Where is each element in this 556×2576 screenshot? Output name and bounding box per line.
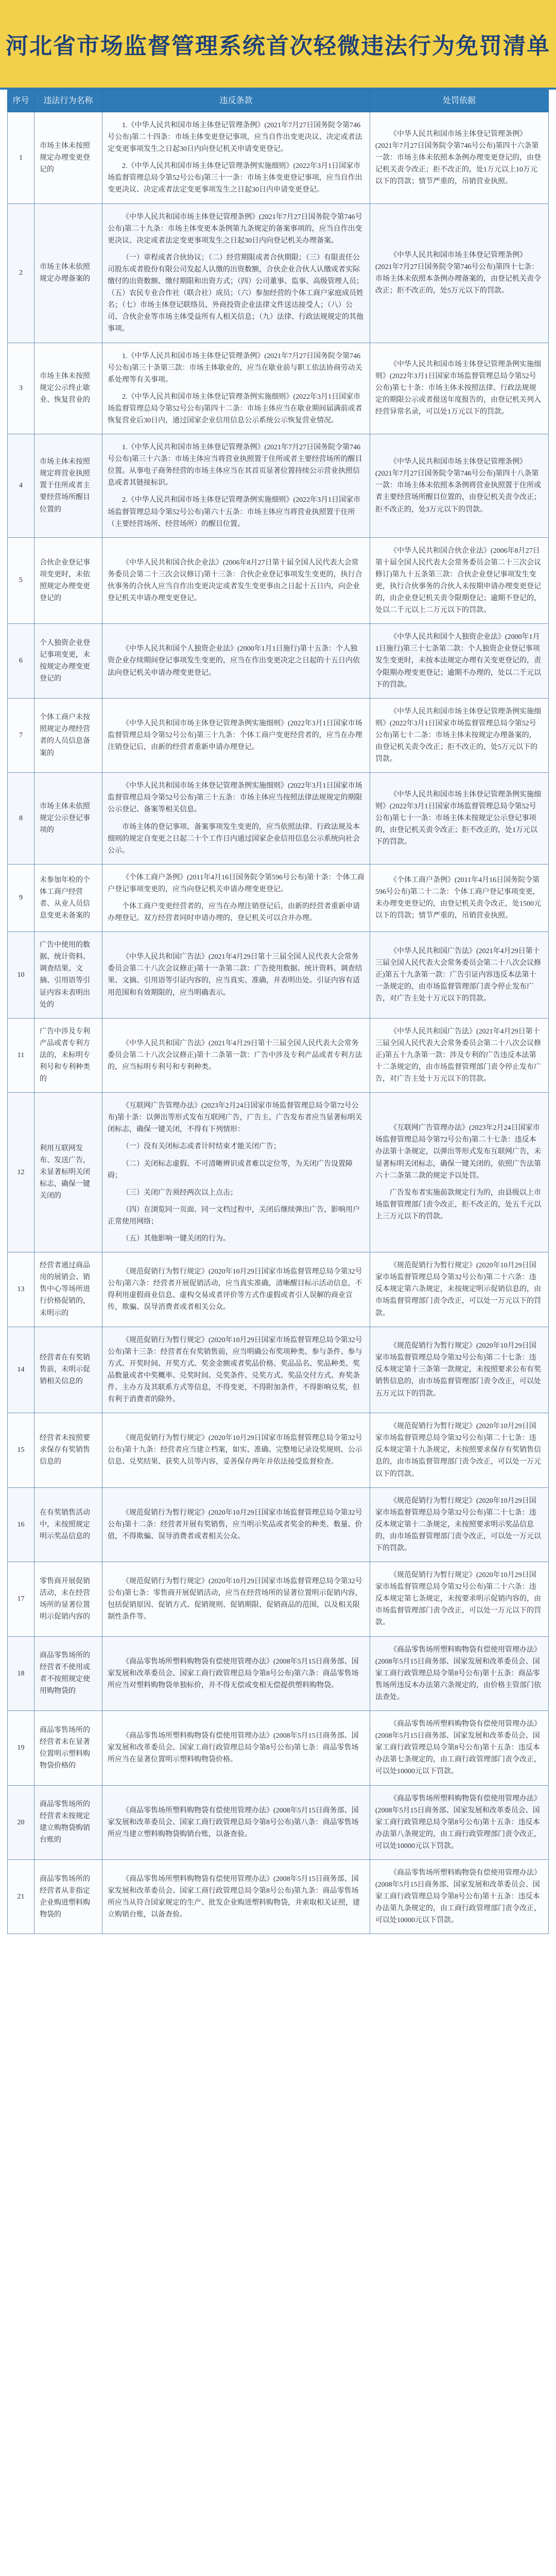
violated-clause-cell — [102, 1562, 370, 1636]
table-row — [8, 1859, 549, 1934]
violated-clause-cell — [102, 112, 370, 204]
violated-clause-paragraph: 《中华人民共和国广告法》(2021年4月29日第十三届全国人民代表大会常务委员会第二十八次会议修正)第十一条第二款：广告使用数据、统计资料、调查结果、文摘、引用语等引证内容的，应当真实、准确，并表明出处。引证内容有适用范围和有效期限的，应当明确表示。 — [108, 953, 362, 997]
violated-clause-paragraph: 《中华人民共和国个人独资企业法》(2000年1月1日施行)第十五条：个人独资企业存续期间登记事项发生变更的，应当在作出变更决定之日起的十五日内依法向登记机关申请办理变更登记。 — [108, 645, 360, 677]
penalty-basis-cell — [370, 1093, 549, 1252]
penalty-basis-paragraph: 《规范促销行为暂行规定》(2020年10月29日国家市场监督管理总局令第32号公布)第二十七条：违反本规定第十三条第一款规定，未按照要求公布有奖销售信息的，由市场监督管理部门责令改正，可以处五万元以下的罚款。 — [375, 1342, 541, 1398]
header-violation-name: 违法行为名称 — [34, 90, 102, 112]
violated-clause-cell — [102, 1785, 370, 1859]
row-number: 12 — [8, 1093, 34, 1252]
row-number: 2 — [8, 204, 34, 343]
violated-clause-paragraph: 《商品零售场所塑料购物袋有偿使用管理办法》(2008年5月15日商务部、国家发展和改革委员会、国家工商行政管理总局令第8号公布)第六条：商品零售场所应当对塑料购物袋单独标价，并不得无偿或变相无偿提供塑料购物袋。 — [108, 1657, 359, 1689]
row-number: 6 — [8, 624, 34, 698]
violated-clause-cell — [102, 1327, 370, 1413]
violation-name: 未参加年检的个体工商户经营者、从业人员信息变更未备案的 — [34, 864, 102, 931]
table-body — [8, 112, 549, 1934]
violation-name: 个体工商户未按照规定办理经营者的人员信息备案的 — [34, 698, 102, 772]
row-number: 19 — [8, 1711, 34, 1785]
violated-clause-cell — [102, 1413, 370, 1487]
row-number: 18 — [8, 1636, 34, 1710]
violated-clause-cell — [102, 537, 370, 624]
row-number: 9 — [8, 864, 34, 931]
penalty-basis-paragraph: 《中华人民共和国市场主体登记管理条例》(2021年7月27日国务院令第746号公布)第四十六条第一款：市场主体未依照本条例办理变更登记的，由登记机关责令改正；拒不改正的，处1万元以上10万元以下的罚款；情节严重的，吊销营业执照。 — [375, 130, 541, 185]
violated-clause-paragraph: （三）关闭广告须经两次以上点击； — [122, 1189, 237, 1197]
penalty-basis-paragraph: 《规范促销行为暂行规定》(2020年10月29日国家市场监督管理总局令第32号公布)第二十六条：违反本规定第七条规定，未按要求明示促销内容的，由市场监督管理部门责令改正，可以处一万元以下的罚款。 — [375, 1571, 541, 1627]
violated-clause-paragraph: 《规范促销行为暂行规定》(2020年10月29日国家市场监督管理总局令第32号公布)第十三条：经营者在有奖销售前，应当明确公布奖项种类、参与条件、参与方式、开奖时间、开奖方式、奖金金额或者奖品价格、奖品品名、奖品种类、奖品数量或者中奖概率、兑奖时间、兑奖条件、兑奖方式、奖品交付方式、弃奖条件、主办方及其联系方式等信息，不得变更，不得附加条件，不得影响兑奖，但有利于消费者的除外。 — [108, 1336, 362, 1404]
violated-clause-paragraph: （二）关闭标志虚假、不可清晰辨识或者难以定位等，为关闭广告设置障碍； — [108, 1160, 353, 1180]
violated-clause-paragraph: 1.《中华人民共和国市场主体登记管理条例》(2021年7月27日国务院令第746号公布)第三十条第三款：市场主体歇业的，应当在歇业前与职工依法协商劳动关系处理等有关事项。 — [108, 352, 362, 384]
table-row — [8, 1562, 549, 1636]
row-number: 8 — [8, 773, 34, 865]
violated-clause-paragraph: （五）其他影响一键关闭的行为。 — [122, 1235, 230, 1243]
penalty-basis-cell — [370, 1785, 549, 1859]
violation-name: 市场主体未依照规定办理备案的 — [34, 204, 102, 343]
page-title: 河北省市场监督管理系统首次轻微违法行为免罚清单 — [6, 33, 550, 59]
violated-clause-paragraph: 《商品零售场所塑料购物袋有偿使用管理办法》(2008年5月15日商务部、国家发展和改革委员会、国家工商行政管理总局令第8号公布)第九条：商品零售场所应当从符合国家规定的生产、批发企业购进塑料购物袋，并索取相关证照，建立购销台账，以备查验。 — [108, 1875, 360, 1919]
violation-name: 经营者未按照要求保存有奖销售信息的 — [34, 1413, 102, 1487]
penalty-basis-cell — [370, 1859, 549, 1934]
violated-clause-paragraph: （一）没有关闭标志或者计时结束才能关闭广告； — [122, 1143, 281, 1151]
penalty-basis-cell — [370, 1018, 549, 1092]
penalty-basis-paragraph: 《商品零售场所塑料购物袋有偿使用管理办法》(2008年5月15日商务部、国家发展和改革委员会、国家工商行政管理总局令第8号公布)第十五条：违反本办法第七条规定的，由工商行政管理部门责令改正，可以处10000元以下罚款。 — [375, 1720, 541, 1776]
violated-clause-paragraph: 《规范促销行为暂行规定》(2020年10月29日国家市场监督管理总局令第32号公布)第七条：零售商开展促销活动，应当在经营场所的显著位置明示促销内容，包括促销原因、促销方式、促销规则、促销期限、促销商品的范围，以及相关限制性条件等。 — [108, 1577, 362, 1621]
penalty-basis-cell — [370, 864, 549, 931]
violated-clause-cell — [102, 1711, 370, 1785]
violated-clause-paragraph: 1.《中华人民共和国市场主体登记管理条例》(2021年7月27日国务院令第746号公布)第三十六条：市场主体应当将营业执照置于住所或者主要经营场所的醒目位置。从事电子商务经营的市场主体应当在其首页显著位置持续公示营业执照信息或者其链接标识。 — [108, 444, 362, 487]
violated-clause-paragraph: 《中华人民共和国广告法》(2021年4月29日第十三届全国人民代表大会常务委员会第二十八次会议修正)第十二条第一款：广告中涉及专利产品或者专利方法的，应当标明专利号和专利种类。 — [108, 1039, 362, 1071]
violated-clause-cell — [102, 1252, 370, 1327]
violation-name: 市场主体未按照规定将营业执照置于住所或者主要经营场所醒目位置的 — [34, 434, 102, 538]
violated-clause-paragraph: 《规范促销行为暂行规定》(2020年10月29日国家市场监督管理总局令第32号公布)第十九条：经营者应当建立档案，如实、准确、完整地记录设奖规则、公示信息、兑奖结果、获奖人员等内容，妥善保存两年并依法接受监督检查。 — [108, 1434, 362, 1466]
violation-name: 在有奖销售活动中，未按照规定明示奖品信息的 — [34, 1487, 102, 1562]
violated-clause-paragraph: 《中华人民共和国市场主体登记管理条例实施细则》(2022年3月1日国家市场监督管理总局令第52号公布)第三十九条：个体工商户变更经营者的，应当在办理注销登记后，由新的经营者重新申请办理登记。 — [108, 719, 362, 752]
row-number: 10 — [8, 932, 34, 1019]
penalty-basis-paragraph: 《商品零售场所塑料购物袋有偿使用管理办法》(2008年5月15日商务部、国家发展和改革委员会、国家工商行政管理总局令第8号公布)第十五条：违反本办法第八条规定的，由工商行政管理部门责令改正，可以处10000元以下罚款。 — [375, 1794, 541, 1850]
violation-name: 商品零售场所的经营者从非指定企业购进塑料购物袋的 — [34, 1859, 102, 1934]
penalty-basis-cell — [370, 1711, 549, 1785]
row-number: 16 — [8, 1487, 34, 1562]
violated-clause-cell — [102, 434, 370, 538]
header-violated-clause: 违反条款 — [102, 90, 370, 112]
table-row — [8, 773, 549, 865]
table-row — [8, 1711, 549, 1785]
violation-name: 商品零售场所的经营者不使用或者不按照规定使用购物袋的 — [34, 1636, 102, 1710]
penalty-basis-paragraph: 《中华人民共和国市场主体登记管理条例实施细则》(2022年3月1日国家市场监督管理总局令第52号公布)第七十二条：市场主体未按规定办理备案的，由登记机关责令改正；拒不改正的，处5万元以下的罚款。 — [375, 707, 541, 764]
table-row — [8, 1785, 549, 1859]
violated-clause-cell — [102, 1093, 370, 1252]
row-number: 1 — [8, 112, 34, 204]
row-number: 3 — [8, 343, 34, 434]
violation-name: 市场主体未按照规定办理变更登记的 — [34, 112, 102, 204]
violated-clause-paragraph: 2.《中华人民共和国市场主体登记管理条例实施细则》(2022年3月1日国家市场监督管理总局令第52号公布)第六十五条：市场主体应当将营业执照置于住所（主要经营场所、经营场所）的醒目位置。 — [108, 496, 361, 528]
table-row — [8, 112, 549, 204]
penalty-basis-cell — [370, 537, 549, 624]
violation-name: 商品零售场所的经营者未按规定建立购物袋购销台账的 — [34, 1785, 102, 1859]
violated-clause-paragraph: 《中华人民共和国市场主体登记管理条例》(2021年7月27日国务院令第746号公布)第二十九条：市场主体变更本条例第九条规定的备案事项的，应当自作出变更决议、决定或者法定变更事项发生之日起30日内向登记机关办理备案。 — [108, 213, 362, 245]
row-number: 14 — [8, 1327, 34, 1413]
table-row — [8, 1487, 549, 1562]
penalty-basis-paragraph: 《商品零售场所塑料购物袋有偿使用管理办法》(2008年5月15日商务部、国家发展和改革委员会、国家工商行政管理总局令第8号公布)第十五条：商品零售场所违反本办法第六条规定的，由价格主管部门依法查处。 — [375, 1646, 541, 1701]
penalty-basis-cell — [370, 1636, 549, 1710]
penalty-basis-paragraph: 《中华人民共和国市场主体登记管理条例》(2021年7月27日国务院令第746号公布)第四十八条第一款：市场主体未依照本条例将营业执照置于住所或者主要经营场所醒目位置的，由登记机关责令改正；拒不改正的，处3万元以下的罚款。 — [375, 458, 541, 514]
violated-clause-paragraph: 《商品零售场所塑料购物袋有偿使用管理办法》(2008年5月15日商务部、国家发展和改革委员会、国家工商行政管理总局令第8号公布)第八条：商品零售场所应当建立塑料购物袋购销台账，以备查验。 — [108, 1806, 359, 1838]
table-row — [8, 1093, 549, 1252]
penalty-basis-cell — [370, 698, 549, 772]
table-row — [8, 1252, 549, 1327]
penalty-basis-cell — [370, 434, 549, 538]
penalty-basis-paragraph: 《中华人民共和国广告法》(2021年4月29日第十三届全国人民代表大会常务委员会第二十八次会议修正)第五十九条第一款：广告引证内容违反本法第十一条规定的，由市场监督管理部门责令停止发布广告，对广告主处十万元以下的罚款。 — [375, 947, 541, 1003]
violated-clause-cell — [102, 1018, 370, 1092]
violation-name: 经营者通过商品房的展销会、销售中心等场所进行价格促销的，未明示的 — [34, 1252, 102, 1327]
table-row — [8, 537, 549, 624]
penalty-basis-cell — [370, 1327, 549, 1413]
penalty-basis-cell — [370, 932, 549, 1019]
violated-clause-paragraph: 《商品零售场所塑料购物袋有偿使用管理办法》(2008年5月15日商务部、国家发展和改革委员会、国家工商行政管理总局令第8号公布)第七条：商品零售场所应当在显著位置明示塑料购物袋价格。 — [108, 1732, 359, 1764]
violated-clause-paragraph: 《互联网广告管理办法》(2023年2月24日国家市场监督管理总局令第72号公布)第十条：以弹出等形式发布互联网广告，广告主、广告发布者应当显著标明关闭标志，确保一键关闭，不得有下列情形： — [108, 1102, 362, 1134]
row-number: 21 — [8, 1859, 34, 1934]
title-banner — [0, 0, 556, 90]
penalty-basis-cell — [370, 773, 549, 865]
row-number: 11 — [8, 1018, 34, 1092]
table-row — [8, 434, 549, 538]
table-row — [8, 204, 549, 343]
penalty-basis-paragraph: 《中华人民共和国合伙企业法》(2006年8月27日第十届全国人民代表大会常务委员会第二十三次会议修订)第九十五条第三款：合伙企业登记事项发生变更，执行合伙事务的合伙人未按期申请办理变更登记的，由企业登记机关责令限期登记；逾期不登记的，处以二千元以上二万元以下的罚款。 — [375, 547, 541, 615]
row-number: 13 — [8, 1252, 34, 1327]
penalty-basis-paragraph: 《中华人民共和国市场主体登记管理条例实施细则》(2022年3月1日国家市场监督管理总局令第52号公布)第七十一条：市场主体未按规定公示登记事项的，由登记机关责令改正；拒不改正的，处1万元以下的罚款。 — [375, 790, 541, 846]
penalty-basis-cell — [370, 112, 549, 204]
table-row — [8, 864, 549, 931]
violated-clause-cell — [102, 1636, 370, 1710]
violation-name: 市场主体未按照规定公示终止歇业、恢复营业的 — [34, 343, 102, 434]
table-row — [8, 1636, 549, 1710]
penalty-basis-cell — [370, 1562, 549, 1636]
penalty-basis-cell — [370, 1413, 549, 1487]
table-row — [8, 624, 549, 698]
row-number: 4 — [8, 434, 34, 538]
violated-clause-paragraph: 2.《中华人民共和国市场主体登记管理条例实施细则》(2022年3月1日国家市场监督管理总局令第52号公布)第四十二条：市场主体应当在歇业期间届满前或者恢复营业后30日内，通过国家企业信用信息公示系统公示恢复营业情况。 — [108, 393, 362, 425]
row-number: 15 — [8, 1413, 34, 1487]
violated-clause-paragraph: 《规范促销行为暂行规定》(2020年10月29日国家市场监督管理总局令第32号公布)第十二条：经营者开展有奖销售，应当明示奖品或者奖金的种类、数量、价值，不得欺骗、误导消费者或者相关公众。 — [108, 1509, 362, 1540]
violated-clause-cell — [102, 864, 370, 931]
violation-name: 市场主体未依照规定公示登记事项的 — [34, 773, 102, 865]
penalty-basis-paragraph: 《商品零售场所塑料购物袋有偿使用管理办法》(2008年5月15日商务部、国家发展和改革委员会、国家工商行政管理总局令第8号公布)第十五条：违反本办法第九条规定的，由工商行政管理部门责令改正，可以处10000元以下罚款。 — [375, 1869, 541, 1925]
table-row — [8, 343, 549, 434]
violated-clause-paragraph: 1.《中华人民共和国市场主体登记管理条例》(2021年7月27日国务院令第746号公布)第二十四条：市场主体变更登记事项，应当自作出变更决议、决定或者法定变更事项发生之日起30日内向登记机关申请变更登记。 — [108, 122, 362, 154]
violation-name: 经营者在有奖销售前，未明示促销相关信息的 — [34, 1327, 102, 1413]
violation-name: 零售商开展促销活动，未在经营场所的显著位置明示促销内容的 — [34, 1562, 102, 1636]
table-row — [8, 1327, 549, 1413]
row-number: 17 — [8, 1562, 34, 1636]
table-row — [8, 698, 549, 772]
violated-clause-paragraph: 市场主体的登记事项、备案事项发生变更的，应当依照法律、行政法规及本细则的规定自变更之日起二十个工作日内通过国家企业信用信息公示系统向社会公示。 — [108, 823, 360, 855]
penalty-basis-paragraph: 《中华人民共和国广告法》(2021年4月29日第十三届全国人民代表大会常务委员会第二十八次会议修正)第五十九条第一款：涉及专利的广告违反本法第十二条规定的，由市场监督管理部门责令停止发布广告，对广告主处十万元以下的罚款。 — [375, 1027, 541, 1083]
violated-clause-cell — [102, 698, 370, 772]
penalty-basis-paragraph: 《规范促销行为暂行规定》(2020年10月29日国家市场监督管理总局令第32号公布)第二十七条：违反本规定第十二条规定，未按照要求明示奖品信息的，由市场监督管理部门责令改正，可以处一万元以下的罚款。 — [375, 1497, 541, 1552]
penalty-basis-paragraph: 《中华人民共和国市场主体登记管理条例实施细则》(2022年3月1日国家市场监督管理总局令第52号公布)第七十条：市场主体未按照法律、行政法规规定的期限公示或者报送年度报告的，由登记机关列入经营异常名录，可以处1万元以下的罚款。 — [375, 361, 541, 416]
violation-name: 利用互联网发布、发送广告，未显著标明关闭标志，确保一键关闭的 — [34, 1093, 102, 1252]
violation-name: 广告中使用的数据、统计资料、调查结果、文摘、引用语等引证内容未表明出处的 — [34, 932, 102, 1019]
violation-name: 商品零售场所的经营者未在显著位置明示塑料购物袋价格的 — [34, 1711, 102, 1785]
violated-clause-cell — [102, 932, 370, 1019]
penalty-basis-paragraph: 《中华人民共和国个人独资企业法》(2000年1月1日施行)第三十七条第二款：个人独资企业登记事项发生变更时，未按本法规定办理有关变更登记的，责令限期办理变更登记；逾期不办理的，处以二千元以下的罚款。 — [375, 633, 541, 689]
header-penalty-basis: 处罚依据 — [370, 90, 549, 112]
table-header-row — [8, 90, 549, 112]
penalty-basis-cell — [370, 204, 549, 343]
penalty-list-table — [7, 90, 549, 1934]
violation-name: 合伙企业登记事项变更时，未依照规定办理变更登记的 — [34, 537, 102, 624]
penalty-basis-cell — [370, 624, 549, 698]
violated-clause-paragraph: （一）章程或者合伙协议；（二）经营期限或者合伙期限；（三）有限责任公司股东或者股份有限公司发起人认缴的出资数额，合伙企业合伙人认缴或者实际缴付的出资数额、缴付期限和出资方式；（四）公司董事、监事、高级管理人员；（五）农民专业合作社（联合社）成员；（六）参加经营的个体工商户家庭成员姓名；（七）市场主体登记联络员、外商投资企业法律文件送达接受人；（八）公司、合伙企业等市场主体受益所有人相关信息；（九）法律、行政法规规定的其他事项。 — [108, 253, 363, 333]
penalty-basis-paragraph: 广告发布者实施前款规定行为的，由县级以上市场监督管理部门责令改正，拒不改正的，处五千元以上三万元以下的罚款。 — [375, 1189, 541, 1221]
violated-clause-paragraph: 2.《中华人民共和国市场主体登记管理条例实施细则》(2022年3月1日国家市场监督管理总局令第52号公布)第三十一条：市场主体变更登记事项，应当自作出变更决议、决定或者法定变更事项发生之日起30日内申请变更登记。 — [108, 162, 362, 194]
header-no: 序号 — [8, 90, 34, 112]
violation-name: 广告中涉及专利产品或者专利方法的，未标明专利号和专利种类的 — [34, 1018, 102, 1092]
violated-clause-paragraph: 《中华人民共和国合伙企业法》(2006年8月27日第十届全国人民代表大会常务委员会第二十三次会议修订)第十三条：合伙企业登记事项发生变更的，执行合伙事务的合伙人应当自作出变更决定或者发生变更事由之日起十五日内，向企业登记机关申请办理变更登记。 — [108, 558, 362, 603]
row-number: 20 — [8, 1785, 34, 1859]
violated-clause-paragraph: 个体工商户变更经营者的，应当在办理注销登记后，由新的经营者重新申请办理登记。双方经营者同时申请办理的，登记机关可以合并办理。 — [108, 902, 360, 923]
violated-clause-paragraph: 《规范促销行为暂行规定》(2020年10月29日国家市场监督管理总局令第32号公布)第六条：经营者开展促销活动，应当真实准确，清晰醒目标示活动信息，不得利用虚假商业信息、虚构交易或者评价等方式作虚假或者引人误解的商业宣传，欺骗、误导消费者或者相关公众。 — [108, 1267, 362, 1311]
penalty-basis-paragraph: 《互联网广告管理办法》(2023年2月24日国家市场监督管理总局令第72号公布)第二十七条：违反本办法第十条规定，以弹出等形式发布互联网广告，未显著标明关闭标志，确保一键关闭的，依照广告法第六十二条第二款的规定予以处罚。 — [375, 1124, 541, 1180]
penalty-basis-paragraph: 《中华人民共和国市场主体登记管理条例》(2021年7月27日国务院令第746号公布)第四十七条：市场主体未依照本条例办理备案的，由登记机关责令改正；拒不改正的，处5万元以下的罚款。 — [375, 251, 541, 295]
penalty-basis-paragraph: 《个体工商户条例》(2011年4月16日国务院令第596号公布)第二十二条：个体工商户登记事项变更，未办理变更登记的，由登记机关责令改正，处1500元以下的罚款；情节严重的，吊销营业执照。 — [375, 876, 541, 920]
violation-name: 个人独资企业登记事项变更，未按规定办理变更登记的 — [34, 624, 102, 698]
violated-clause-paragraph: （四）在浏览同一页面、同一文档过程中，关闭后继续弹出广告，影响用户正常使用网络； — [108, 1206, 360, 1226]
violated-clause-cell — [102, 1487, 370, 1562]
row-number: 5 — [8, 537, 34, 624]
violated-clause-cell — [102, 624, 370, 698]
table-row — [8, 1413, 549, 1487]
penalty-basis-paragraph: 《规范促销行为暂行规定》(2020年10月29日国家市场监督管理总局令第32号公布)第二十七条：违反本规定第十九条规定，未按照要求保存有奖销售信息的，由市场监督管理部门责令改正，可以处一万元以下的罚款。 — [375, 1422, 541, 1478]
violated-clause-cell — [102, 343, 370, 434]
violated-clause-cell — [102, 1859, 370, 1934]
violated-clause-cell — [102, 204, 370, 343]
penalty-basis-cell — [370, 343, 549, 434]
violated-clause-cell — [102, 773, 370, 865]
penalty-basis-cell — [370, 1487, 549, 1562]
table-row — [8, 1018, 549, 1092]
penalty-basis-paragraph: 《规范促销行为暂行规定》(2020年10月29日国家市场监督管理总局令第32号公布)第二十六条：违反本规定第六条规定，未按规定明示促销信息的，由市场监督管理部门责令改正，可以处一万元以下的罚款。 — [375, 1262, 541, 1317]
violated-clause-paragraph: 《个体工商户条例》(2011年4月16日国务院令第596号公布)第十条：个体工商户登记事项变更的，应当向登记机关申请办理变更登记。 — [108, 873, 364, 893]
violated-clause-paragraph: 《中华人民共和国市场主体登记管理条例实施细则》(2022年3月1日国家市场监督管理总局令第52号公布)第三十五条：市场主体应当按照法律法规规定的期限公示登记、备案等相关信息。 — [108, 782, 362, 814]
row-number: 7 — [8, 698, 34, 772]
table-row — [8, 932, 549, 1019]
penalty-basis-cell — [370, 1252, 549, 1327]
